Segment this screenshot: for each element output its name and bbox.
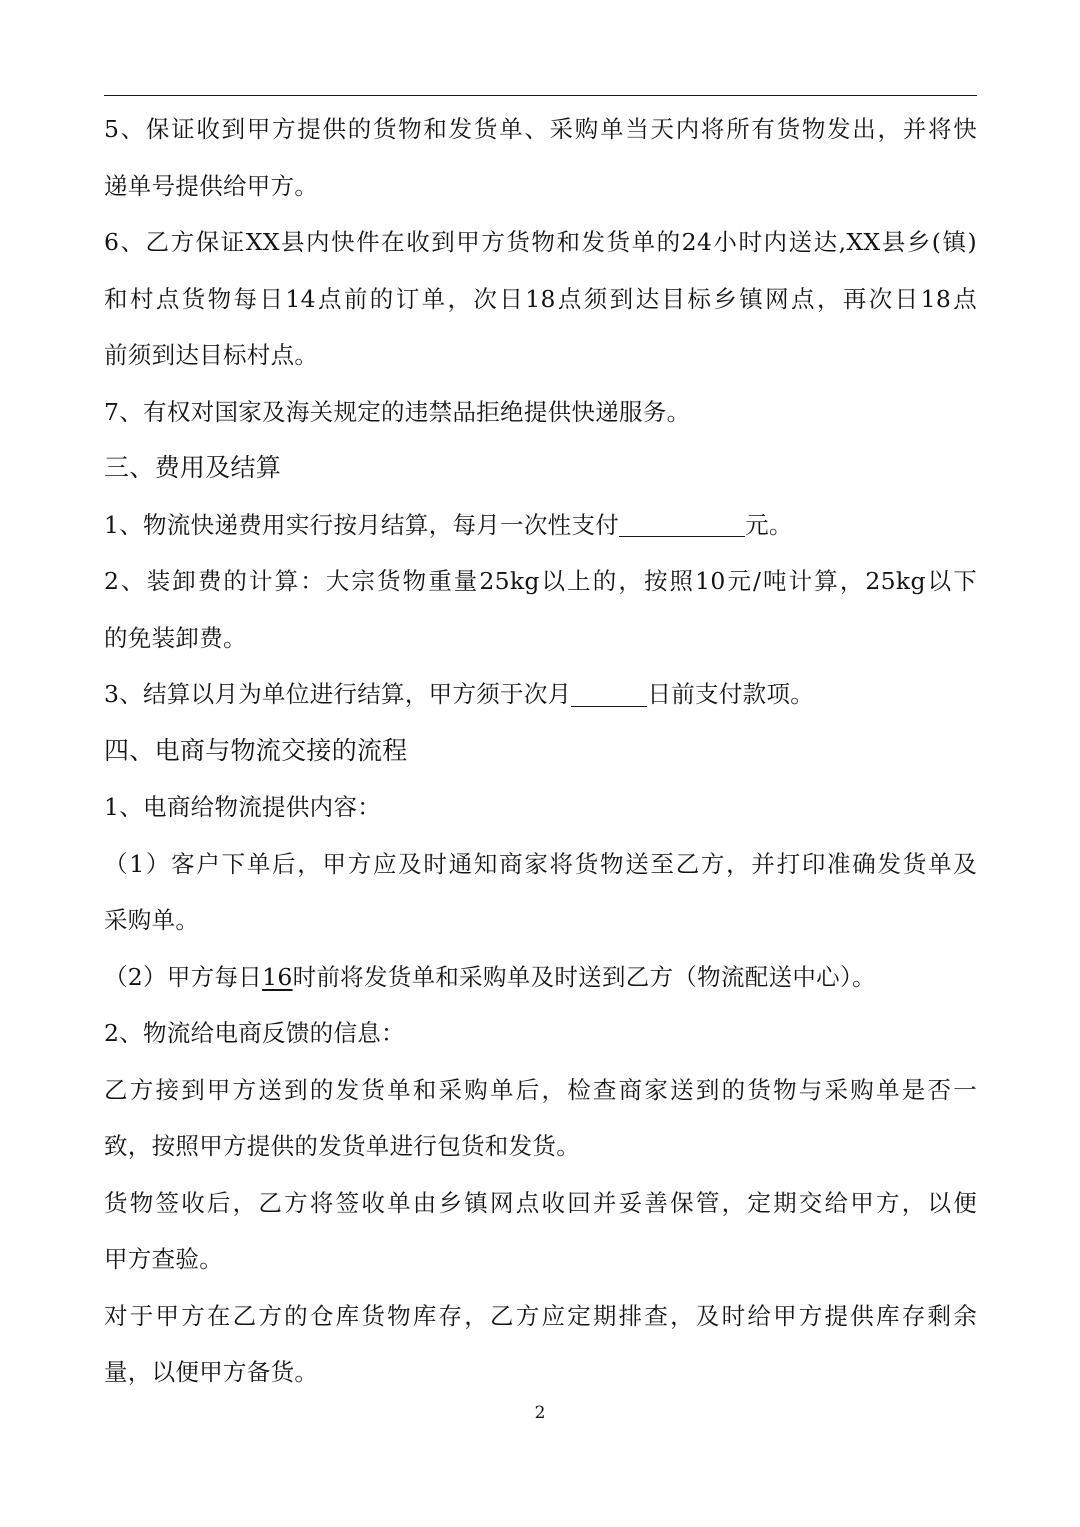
section-4-sub-1-item-1-line-2: 采购单。	[104, 906, 200, 934]
section-3-heading: 三、费用及结算	[104, 453, 282, 482]
payment-amount-blank	[619, 510, 745, 537]
document-body	[104, 101, 977, 1401]
clause-6-line-3: 前须到达目标村点。	[104, 341, 319, 369]
section-3-item-1	[104, 497, 977, 554]
section-3-item-3	[104, 666, 977, 723]
section-4-sub-1-item-2-text: （2）甲方每日	[104, 962, 263, 991]
section-4-sub-1-item-2-tail: 时前将发货单和采购单及时送到乙方（物流配送中心）。	[292, 962, 876, 991]
section-4-sub-1: 1、电商给物流提供内容：	[104, 793, 382, 821]
feedback-paragraph-1-line-2: 致，按照甲方提供的发货单进行包货和发货。	[104, 1132, 580, 1160]
clause-5-line-1: 5、保证收到甲方提供的货物和发货单、采购单当天内将所有货物发出，并将快	[104, 115, 977, 143]
feedback-paragraph-1-line-1: 乙方接到甲方送到的发货单和采购单后，检查商家送到的货物与采购单是否一	[104, 1075, 977, 1104]
clause-6-line-1: 6、乙方保证XX县内快件在收到甲方货物和发货单的24小时内送达,XX县乡(镇)	[104, 228, 977, 256]
payment-day-blank	[571, 680, 647, 707]
section-4-sub-1-item-2	[104, 949, 977, 1006]
clause-6-line-2: 和村点货物每日14点前的订单，次日18点须到达目标乡镇网点，再次日18点	[104, 284, 977, 313]
clause-5-line-2: 递单号提供给甲方。	[104, 171, 319, 200]
feedback-paragraph-2-line-1: 货物签收后，乙方将签收单由乡镇网点收回并妥善保管，定期交给甲方，以便	[104, 1188, 977, 1217]
feedback-paragraph-3-line-1: 对于甲方在乙方的仓库货物库存，乙方应定期排查，及时给甲方提供库存剩余	[104, 1301, 977, 1330]
section-4-heading: 四、电商与物流交接的流程	[104, 735, 408, 765]
section-3-item-1-unit: 元。	[745, 510, 793, 539]
delivery-hour-value: 16	[262, 962, 293, 991]
clause-7-line-1: 7、有权对国家及海关规定的违禁品拒绝提供快递服务。	[104, 397, 691, 426]
feedback-paragraph-2-line-2: 甲方查验。	[104, 1245, 223, 1273]
section-3-item-3-tail: 日前支付款项。	[647, 680, 815, 708]
section-3-item-3-text: 3、结算以月为单位进行结算，甲方须于次月	[104, 680, 572, 708]
header-rule	[104, 95, 977, 96]
section-3-item-2-line-2: 的免装卸费。	[104, 623, 247, 652]
section-4-sub-1-item-1-line-1: （1）客户下单后，甲方应及时通知商家将货物送至乙方，并打印准确发货单及	[104, 849, 977, 878]
section-3-item-2-line-1: 2、装卸费的计算：大宗货物重量25kg以上的，按照10元/吨计算，25kg以下	[104, 567, 977, 595]
feedback-paragraph-3-line-2: 量，以便甲方备货。	[104, 1358, 319, 1386]
page-number: 2	[534, 1403, 546, 1423]
section-4-sub-2: 2、物流给电商反馈的信息：	[104, 1019, 405, 1047]
section-3-item-1-text: 1、物流快递费用实行按月结算，每月一次性支付	[104, 510, 620, 539]
